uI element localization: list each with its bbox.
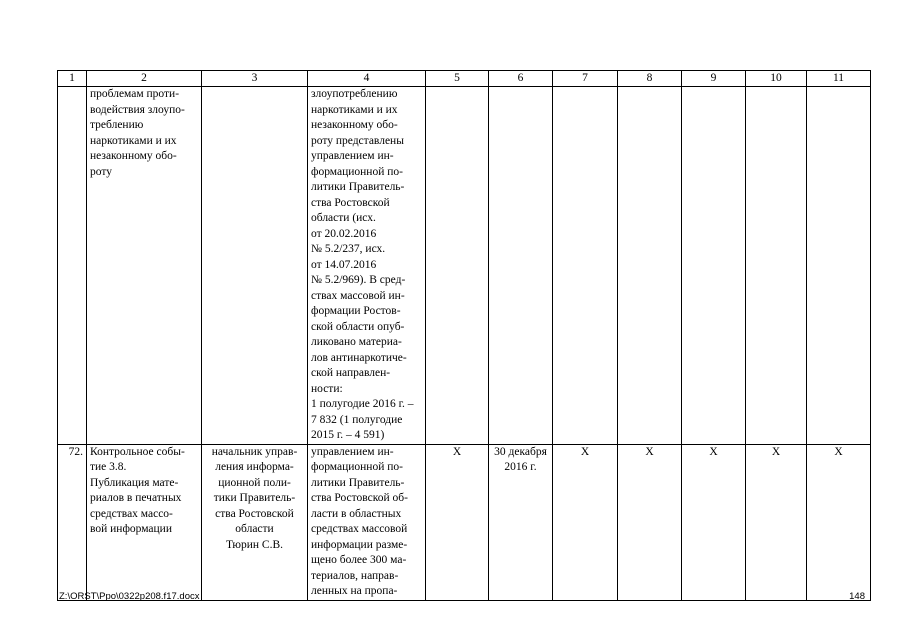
cell-number: 72. <box>58 444 87 600</box>
column-number: 10 <box>746 71 807 87</box>
cell-empty <box>807 87 871 445</box>
column-number: 1 <box>58 71 87 87</box>
cell-mark: X <box>807 444 871 600</box>
cell-empty <box>682 87 746 445</box>
cell-mark: X <box>618 444 682 600</box>
table-header-row <box>58 71 871 87</box>
footer-file-path: Z:\ORST\Ppo\0322p208.f17.docx <box>59 591 200 602</box>
cell-responsible: начальник управ- ления информа- ционной поли- тики Правитель- ства Ростовской области Тюрин С.В. <box>202 444 308 600</box>
cell-result: злоупотреблению наркотиками и их незаконному обо- роту представлены управлением ин- формационной по- литики Правитель- ства Ростовской области (исх. от 20.02.2016 № 5.2/237, исх. от 14.07.2016 № 5.2/969). В сред- ствах массовой ин- формации Ростов- ской области опуб- ликовано материа- лов антинаркотиче- ской направлен- ности: 1 полугодие 2016 г. – 7 832 (1 полугодие 2015 г. – 4 591) <box>308 87 426 445</box>
cell-responsible <box>202 87 308 445</box>
cell-event-name: Контрольное собы- тие 3.8. Публикация мате- риалов в печатных средствах массо- вой информации <box>87 444 202 600</box>
cell-empty <box>553 87 618 445</box>
cell-number <box>58 87 87 445</box>
document-table <box>57 70 871 601</box>
footer-page-number: 148 <box>849 591 865 602</box>
cell-mark: X <box>682 444 746 600</box>
column-number: 3 <box>202 71 308 87</box>
cell-event-name: проблемам проти- водействия злоупо- треблению наркотиками и их незаконному обо- роту <box>87 87 202 445</box>
column-number: 9 <box>682 71 746 87</box>
column-number: 4 <box>308 71 426 87</box>
column-number: 5 <box>426 71 489 87</box>
column-number: 11 <box>807 71 871 87</box>
column-number: 7 <box>553 71 618 87</box>
column-number: 8 <box>618 71 682 87</box>
cell-empty <box>618 87 682 445</box>
cell-date: 30 декабря 2016 г. <box>489 444 553 600</box>
cell-empty <box>489 87 553 445</box>
cell-mark: X <box>746 444 807 600</box>
column-number: 2 <box>87 71 202 87</box>
cell-mark: X <box>553 444 618 600</box>
column-number: 6 <box>489 71 553 87</box>
table-row-continuation <box>58 87 871 445</box>
cell-empty <box>426 87 489 445</box>
table-row-72 <box>58 444 871 600</box>
cell-empty <box>746 87 807 445</box>
cell-mark: X <box>426 444 489 600</box>
cell-result: управлением ин- формационной по- литики Правитель- ства Ростовской об- ласти в областных средствах массовой информации разме- щено более 300 ма- териалов, направ- ленных на пропа- <box>308 444 426 600</box>
